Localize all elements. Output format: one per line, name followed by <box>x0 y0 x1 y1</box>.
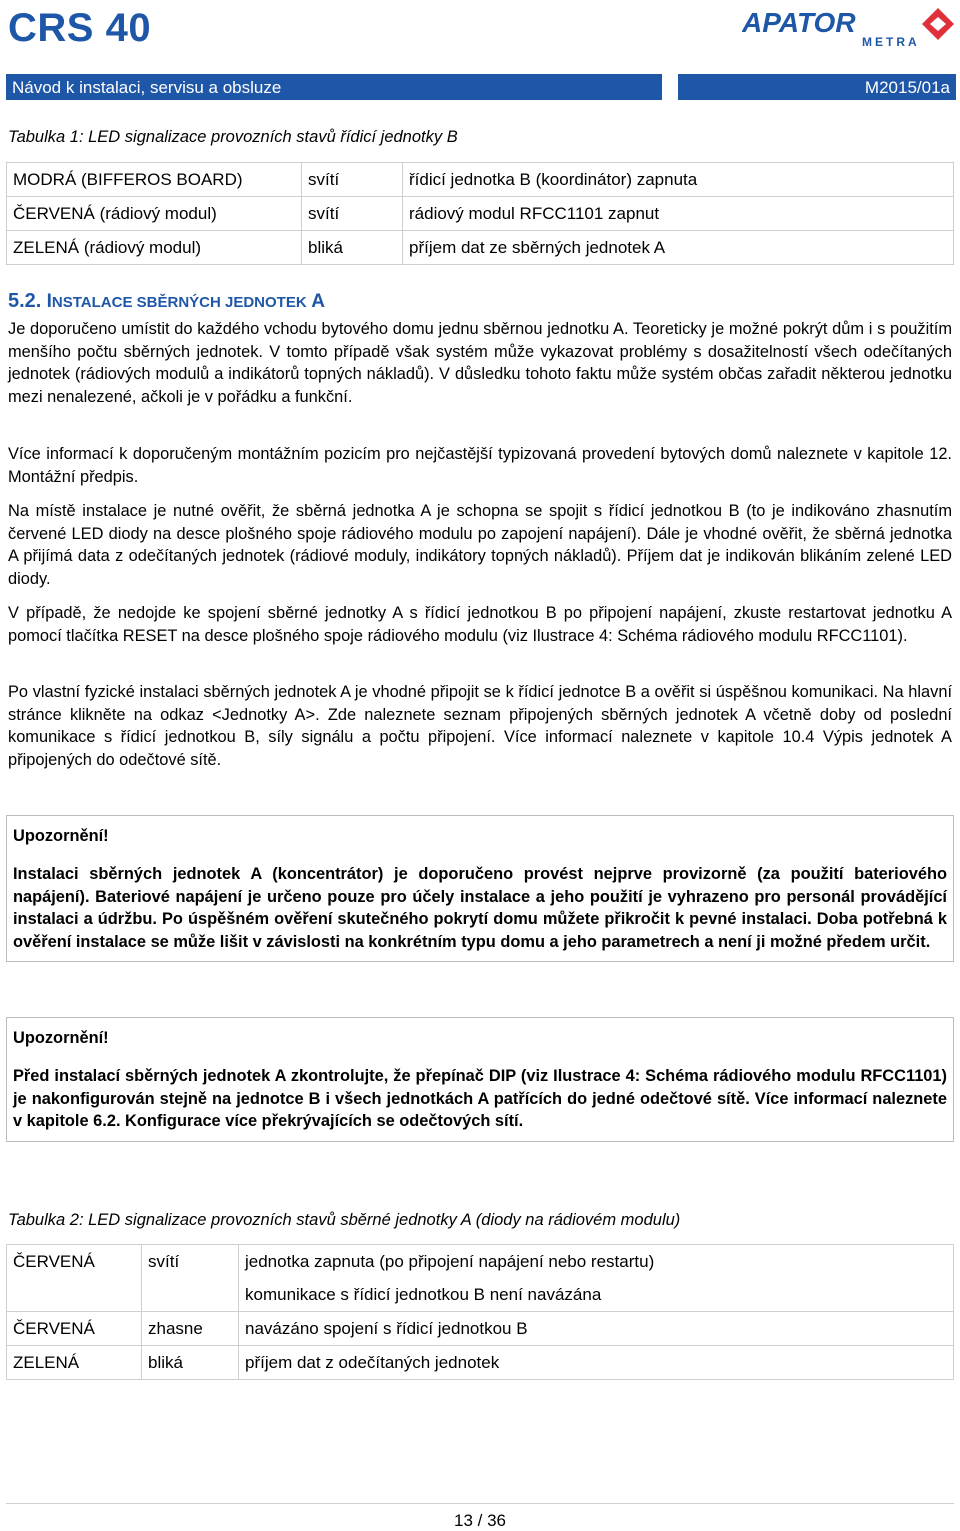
table-row <box>7 197 954 231</box>
table-row <box>7 1245 954 1279</box>
table-cell: ČERVENÁ (rádiový modul) <box>7 197 302 231</box>
table-cell: navázáno spojení s řídicí jednotkou B <box>239 1312 954 1346</box>
manual-subtitle: Návod k instalaci, servisu a obsluze <box>6 74 662 100</box>
document-title: CRS 40 <box>8 6 152 50</box>
header-bar <box>6 74 956 100</box>
warning-title: Upozornění! <box>13 827 109 845</box>
table-cell: bliká <box>302 231 403 265</box>
warning-title: Upozornění! <box>13 1029 109 1047</box>
table2-caption: Tabulka 2: LED signalizace provozních stavů sběrné jednotky A (diody na rádiovém modulu) <box>8 1211 681 1229</box>
table-cell: ZELENÁ <box>7 1346 142 1380</box>
warning-box <box>6 1017 954 1142</box>
table-cell: řídicí jednotka B (koordinátor) zapnuta <box>403 163 954 197</box>
page-number: 13 / 36 <box>454 1511 506 1530</box>
table-row <box>7 1346 954 1380</box>
table-cell: příjem dat ze sběrných jednotek A <box>403 231 954 265</box>
paragraph: Je doporučeno umístit do každého vchodu bytového domu jednu sběrnou jednotku A. Teoreticky je možné pokrýt dům i s použitím menšího počtu sběrných jednotek. V tomto případě však systém může vykazovat problémy s dosažitelností všech odečítaných jednotek (rádiových modulů a indikátorů topných nákladů). V důsledku tohoto faktu může systém občas zařadit některou jednotku mezi nenalezené, ačkoli je v pořádku a funkční. <box>8 320 952 406</box>
section-title-rest: NSTALACE SBĚRNÝCH JEDNOTEK <box>51 294 307 311</box>
table-cell: rádiový modul RFCC1101 zapnut <box>403 197 954 231</box>
paragraph: Více informací k doporučeným montážním pozicím pro nejčastější typizovaná provedení bytových domů naleznete v kapitole 12. Montážní předpis. <box>8 445 952 486</box>
paragraph: Po vlastní fyzické instalaci sběrných jednotek A je vhodné připojit se k řídicí jednotce B a ověřit si úspěšnou komunikaci. Na hlavní stránce klikněte na odkaz <Jednotky A>. Zde naleznete seznam připojených sběrných jednotek A včetně doby od poslední komunikace s řídicí jednotkou B, síly signálu a počtu připojení. Více informací naleznete v kapitole 10.4 Výpis jednotek A připojených do odečtové sítě. <box>8 683 952 769</box>
table-row <box>7 163 954 197</box>
table-cell: svítí <box>302 197 403 231</box>
table-cell: ČERVENÁ <box>7 1312 142 1346</box>
table-cell: ČERVENÁ <box>7 1245 142 1312</box>
svg-text:APATOR: APATOR <box>742 7 856 38</box>
table-cell: bliká <box>142 1346 239 1380</box>
warning-text: Před instalací sběrných jednotek A zkontrolujte, že přepínač DIP (viz Ilustrace 4: Schéma rádiového modulu RFCC1101) je nakonfigurován stejně na jednotce B i všech jednotkách A patřících do jedné odečtové sítě. Více informací naleznete v kapitole 6.2. Konfigurace více překrývajících se odečtových sítí. <box>13 1067 947 1131</box>
table-cell: příjem dat z odečítaných jednotek <box>239 1346 954 1380</box>
table-cell: komunikace s řídicí jednotkou B není navázána <box>239 1278 954 1312</box>
table1 <box>6 162 954 265</box>
table-cell: MODRÁ (BIFFEROS BOARD) <box>7 163 302 197</box>
warning-text: Instalaci sběrných jednotek A (koncentrátor) je doporučeno provést nejprve provizorně (za použití bateriového napájení). Bateriové napájení je určeno pouze pro účely instalace a jeho použití je vyhrazeno pro personál provádějící instalaci a údržbu. Po úspěšném ověření skutečného pokrytí domu můžete přikročit k pevné instalaci. Doba potřebná k ověření instalace se může lišit v závislosti na konkrétním typu domu a jeho parametrech a není ji možné předem určit. <box>13 865 947 951</box>
warning-box <box>6 815 954 962</box>
table-cell: jednotka zapnuta (po připojení napájení nebo restartu) <box>239 1245 954 1279</box>
table2 <box>6 1244 954 1380</box>
apator-logo <box>742 4 956 48</box>
table1-caption: Tabulka 1: LED signalizace provozních stavů řídicí jednotky B <box>8 128 458 146</box>
section-title-last: A <box>311 291 325 312</box>
svg-text:METRA: METRA <box>862 35 920 48</box>
table-cell: svítí <box>142 1245 239 1312</box>
paragraph: V případě, že nedojde ke spojení sběrné jednotky A s řídicí jednotkou B po připojení napájení, zkuste restartovat jednotku A pomocí tlačítka RESET na desce plošného spoje rádiového modulu (viz Ilustrace 4: Schéma rádiového modulu RFCC1101). <box>8 604 952 645</box>
table-row <box>7 1312 954 1346</box>
section-number: 5.2. <box>8 290 42 312</box>
footer-divider <box>6 1503 954 1504</box>
document-code: M2015/01a <box>678 74 956 100</box>
paragraph: Na místě instalace je nutné ověřit, že sběrná jednotka A je schopna se spojit s řídicí jednotkou B (to je indikováno zhasnutím červené LED diody na desce plošného spoje rádiového modulu po zapojení napájení). Dále je vhodné ověřit, že sběrná jednotka A přijímá data z odečítaných jednotek (rádiové moduly, indikátory topných nákladů). Příjem dat je indikován blikáním zelené LED diody. <box>8 502 952 588</box>
table-row <box>7 231 954 265</box>
section-heading <box>8 290 325 313</box>
table-cell: zhasne <box>142 1312 239 1346</box>
table-cell: svítí <box>302 163 403 197</box>
section-title-initial: I <box>46 291 52 312</box>
table-cell: ZELENÁ (rádiový modul) <box>7 231 302 265</box>
